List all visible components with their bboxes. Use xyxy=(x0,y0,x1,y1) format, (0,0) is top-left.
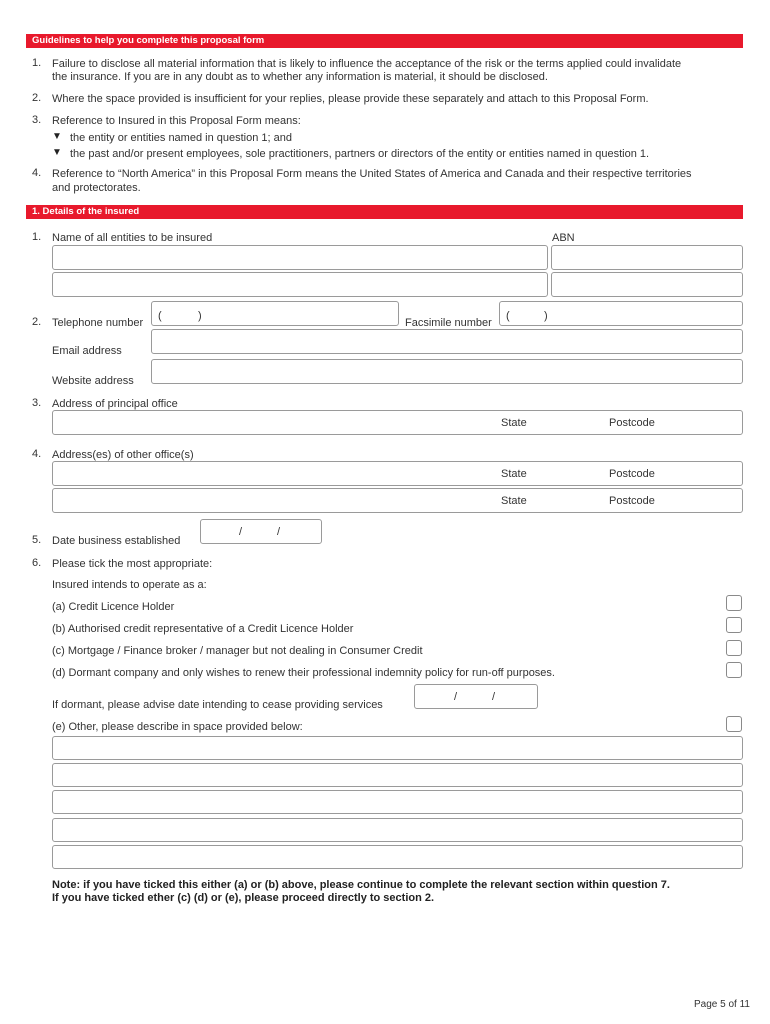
note-line-1: Note: if you have ticked this either (a) or (b) above, please continue to complete the relevant section within question 7. xyxy=(52,879,670,891)
abn-input-1[interactable] xyxy=(551,245,743,270)
q2-num: 2. xyxy=(32,316,42,328)
entity-name-input-1[interactable] xyxy=(52,245,548,270)
other-description-input-3[interactable] xyxy=(52,790,743,814)
q1-label: Name of all entities to be insured xyxy=(52,232,213,244)
q4-label: Address(es) of other office(s) xyxy=(52,449,194,461)
section-1-banner: 1. Details of the insured xyxy=(26,205,743,219)
email-label: Email address xyxy=(52,345,122,357)
other-postcode-label-1: Postcode xyxy=(609,468,655,480)
guidelines-banner: Guidelines to help you complete this proposal form xyxy=(26,34,743,48)
date-slash-2: / xyxy=(277,526,281,538)
principal-postcode-label: Postcode xyxy=(609,417,655,429)
guideline-2-num: 2. xyxy=(32,92,42,104)
q6-sub-label: Insured intends to operate as a: xyxy=(52,579,207,591)
q1-num: 1. xyxy=(32,231,42,243)
website-label: Website address xyxy=(52,375,134,387)
principal-state-label: State xyxy=(501,417,527,429)
abn-label: ABN xyxy=(552,232,575,244)
dormant-label: If dormant, please advise date intending to cease providing services xyxy=(52,699,383,711)
email-input[interactable] xyxy=(151,329,743,354)
q3-label: Address of principal office xyxy=(52,398,178,410)
q6-label: Please tick the most appropriate: xyxy=(52,558,213,570)
abn-input-2[interactable] xyxy=(551,272,743,297)
note-line-2: If you have ticked ether (c) (d) or (e), please proceed directly to section 2. xyxy=(52,892,435,904)
other-state-label-2: State xyxy=(501,495,527,507)
telephone-label: Telephone number xyxy=(52,317,144,329)
bullet-triangle-icon: ▼ xyxy=(52,147,62,158)
dormant-slash-2: / xyxy=(492,691,496,703)
telephone-paren-open: ( xyxy=(158,310,162,322)
option-e-checkbox[interactable] xyxy=(726,716,742,732)
option-a-checkbox[interactable] xyxy=(726,595,742,611)
facsimile-label: Facsimile number xyxy=(405,317,492,329)
q5-label: Date business established xyxy=(52,535,181,547)
option-c-label: (c) Mortgage / Finance broker / manager but not dealing in Consumer Credit xyxy=(52,645,423,657)
other-description-input-2[interactable] xyxy=(52,763,743,787)
q3-num: 3. xyxy=(32,397,42,409)
date-slash-1: / xyxy=(239,526,243,538)
other-description-input-5[interactable] xyxy=(52,845,743,869)
telephone-input[interactable] xyxy=(151,301,399,326)
guideline-1-num: 1. xyxy=(32,57,42,69)
guideline-2-text: Where the space provided is insufficient for your replies, please provide these separately and attach to this Proposal Form. xyxy=(52,93,649,105)
other-description-input-1[interactable] xyxy=(52,736,743,760)
option-e-label: (e) Other, please describe in space provided below: xyxy=(52,721,303,733)
facsimile-paren-close: ) xyxy=(544,310,548,322)
guideline-4-text2: and protectorates. xyxy=(52,182,141,194)
guideline-1-text: Failure to disclose all material information that is likely to influence the acceptance of the risk or the terms applied could invalidate xyxy=(52,58,682,70)
guideline-1-text2: the insurance. If you are in any doubt as to whether any information is material, it should be disclosed. xyxy=(52,71,548,83)
dormant-date-input[interactable] xyxy=(414,684,538,709)
option-d-checkbox[interactable] xyxy=(726,662,742,678)
q6-num: 6. xyxy=(32,557,42,569)
guideline-3-text: Reference to Insured in this Proposal Form means: xyxy=(52,115,301,127)
guideline-4-text: Reference to “North America” in this Proposal Form means the United States of America and Canada and their respective territories xyxy=(52,168,692,180)
option-a-label: (a) Credit Licence Holder xyxy=(52,601,175,613)
guideline-4-num: 4. xyxy=(32,167,42,179)
entity-name-input-2[interactable] xyxy=(52,272,548,297)
website-input[interactable] xyxy=(151,359,743,384)
guideline-3-num: 3. xyxy=(32,114,42,126)
dormant-slash-1: / xyxy=(454,691,458,703)
option-b-label: (b) Authorised credit representative of a Credit Licence Holder xyxy=(52,623,354,635)
other-postcode-label-2: Postcode xyxy=(609,495,655,507)
option-c-checkbox[interactable] xyxy=(726,640,742,656)
q4-num: 4. xyxy=(32,448,42,460)
q5-num: 5. xyxy=(32,534,42,546)
other-state-label-1: State xyxy=(501,468,527,480)
bullet-triangle-icon: ▼ xyxy=(52,131,62,142)
guideline-3-bullet-2: the past and/or present employees, sole practitioners, partners or directors of the entity or entities named in question 1. xyxy=(70,148,650,160)
telephone-paren-close: ) xyxy=(198,310,202,322)
facsimile-input[interactable] xyxy=(499,301,743,326)
page-number: Page 5 of 11 xyxy=(694,999,750,1010)
option-d-label: (d) Dormant company and only wishes to renew their professional indemnity policy for run-off purposes. xyxy=(52,667,555,679)
facsimile-paren-open: ( xyxy=(506,310,510,322)
guideline-3-bullet-1: the entity or entities named in question 1; and xyxy=(70,132,292,144)
date-established-input[interactable] xyxy=(200,519,322,544)
option-b-checkbox[interactable] xyxy=(726,617,742,633)
other-description-input-4[interactable] xyxy=(52,818,743,842)
